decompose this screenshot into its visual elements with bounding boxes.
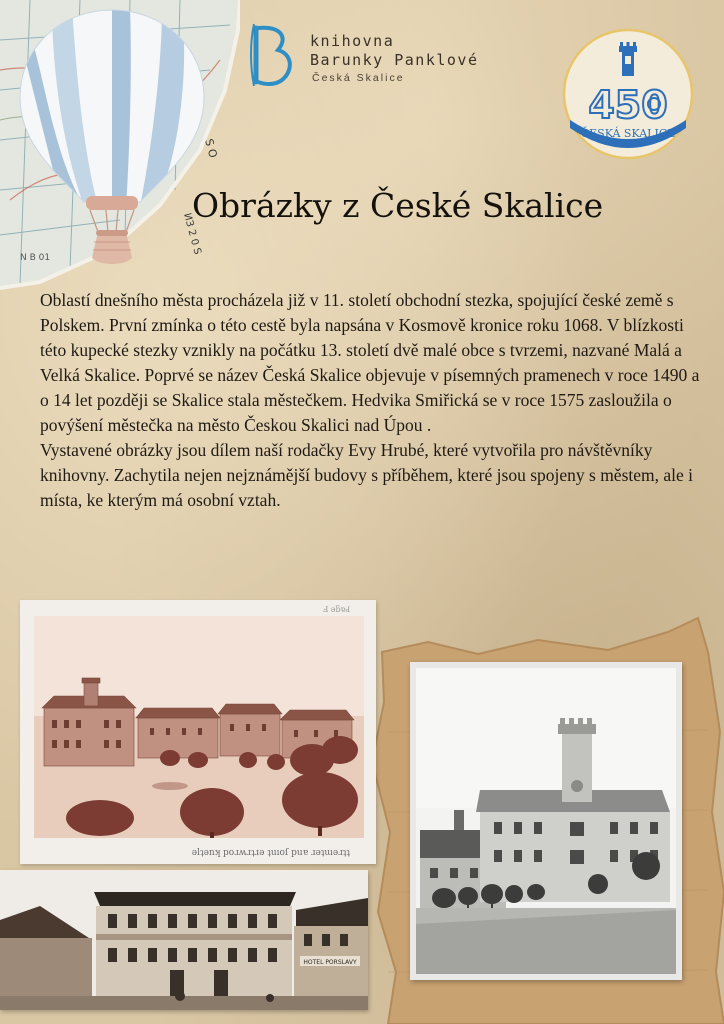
map-label-1: S O [202,137,220,160]
anniversary-badge [562,28,694,160]
library-name-line1: knihovna [310,32,395,50]
intro-text [40,288,700,513]
map-label-2: ИЗ 2 0 S [181,211,203,256]
library-b-logo-icon [248,22,298,88]
hot-air-balloon-icon [12,6,212,271]
postcard-corner-label: Ⅎ ǝƃɐԀ [322,605,350,614]
intro-paragraph-author: Vystavené obrázky jsou dílem naší rodačky Evy Hrubé, které vytvořila pro návštěvníky knihovny. Zachytila nejen nejznámější budovy s příběhem, které jsou spojeny s městem, ale i místa, ke kterým má osobní vztah. [40,440,694,510]
badge-number: 450 [588,83,668,127]
photo-town-hall [410,662,682,980]
postcard-caption: ǝlʇǝnʞ poɹʍɹʇɹǝ ʇuıoſ puɐ ɹǝʇɯǝɹʇʇ [191,848,350,858]
intro-paragraph-history: Oblastí dnešního města procházela již v 11. století obchodní stezka, spojující české země s Polskem. První zmínka o této cestě byla napsána v Kosmově kronice roku 1068. V blízkosti této kupecké stezky vznikly na počátku 13. století dvě malé obce s tvrzemi, nazvané Malá a Velká Skalice. Poprvé se název Česká Skalice objevuje v písemných pramenech v roce 1490 a o 14 let později se Skalice stala městečkem. Hedvika Smiřická se v roce 1575 zasloužila o povýšení městečka na město Českou Skalici nad Úpou . [40,290,700,435]
library-logo [248,22,548,92]
page-title: Obrázky z České Skalice [192,186,604,225]
library-name-line2: Barunky Panklové [310,51,479,69]
map-label-3: N B 01 [20,253,51,263]
library-name [310,32,479,70]
photo-hotel-street [0,870,368,1010]
badge-label: ČESKÁ SKALICE [580,127,676,140]
photo-town-square-postcard [20,600,376,864]
hotel-sign: HOTEL PORSLAVY [303,959,357,966]
library-city: Česká Skalice [312,72,405,84]
